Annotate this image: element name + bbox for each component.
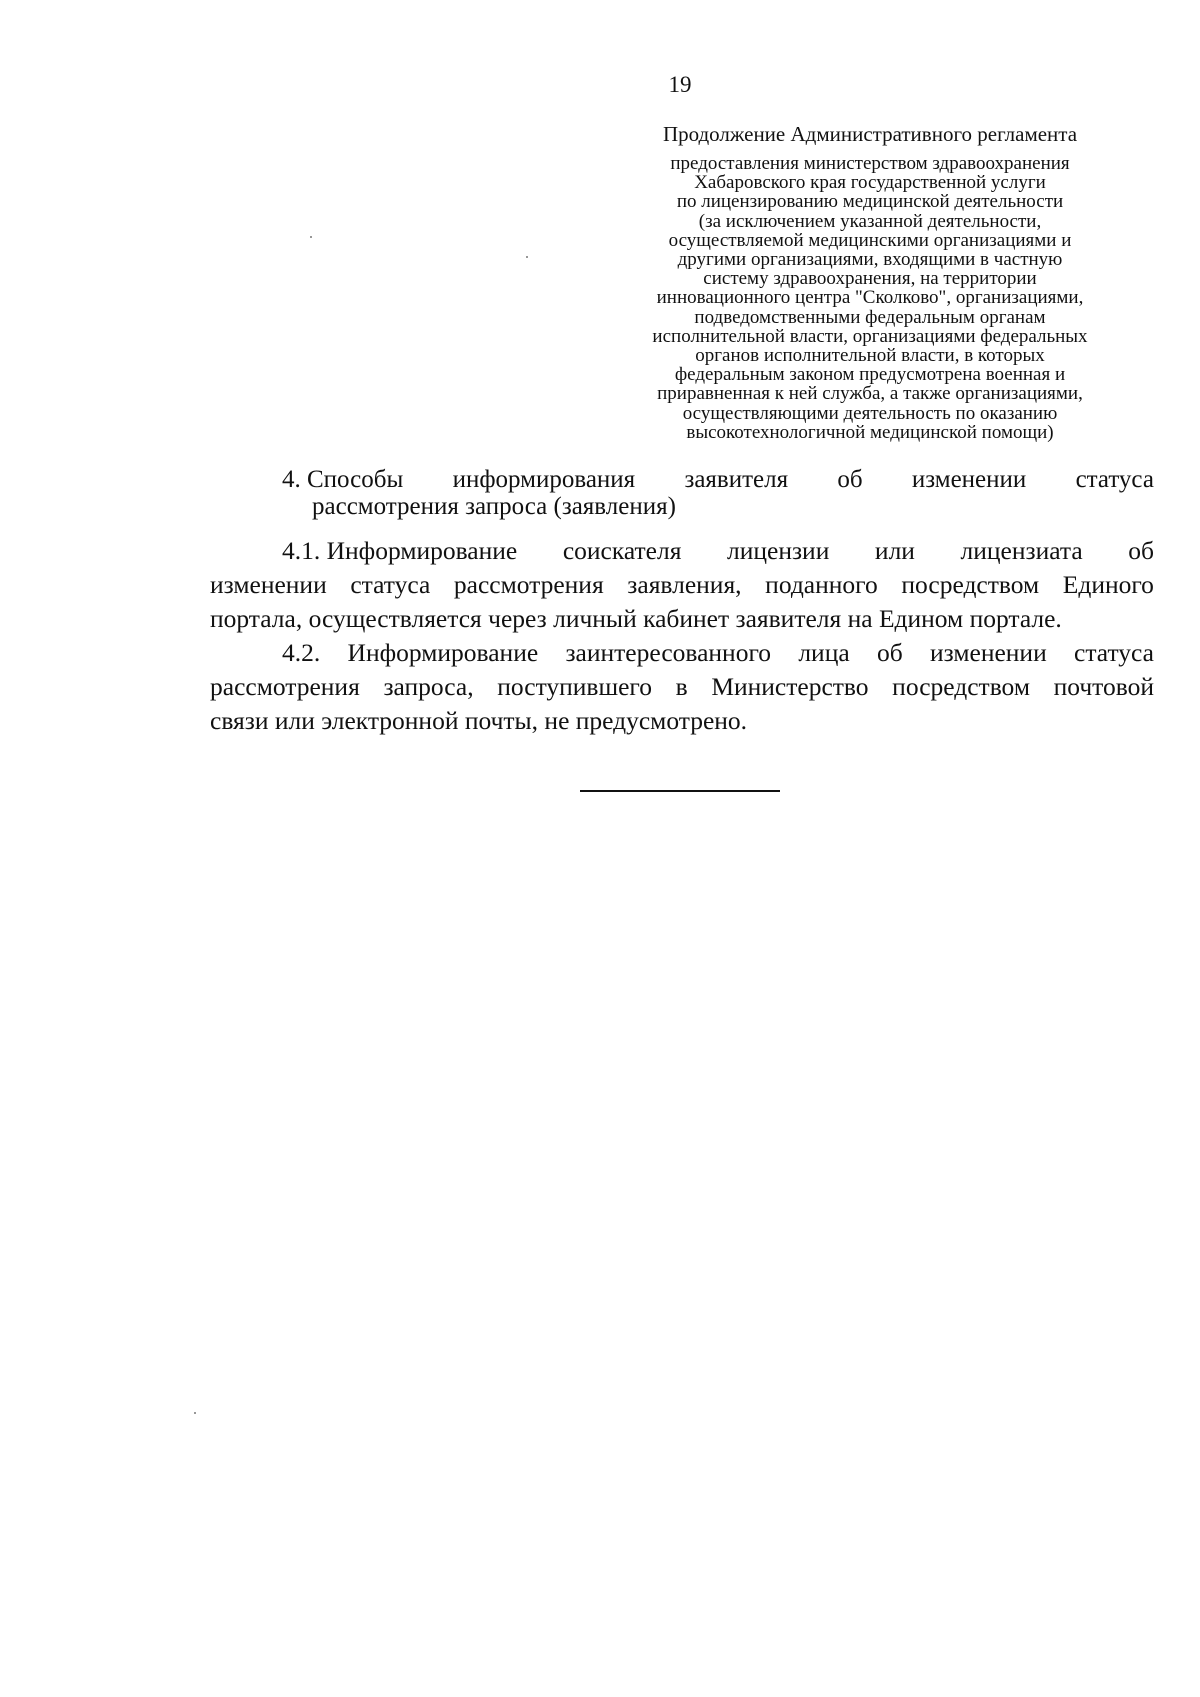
header-line: Хабаровского края государственной услуги [694,172,1046,194]
paragraph-word: лицензиата [960,536,1083,565]
scan-speck [526,256,528,258]
paragraph-line [210,534,1154,568]
section-heading-line [282,466,1154,493]
header-line: исполнительной власти, организациями федеральных [652,325,1088,347]
paragraph-word: изменении [930,638,1047,667]
body-text [210,534,1154,738]
paragraph-word: почтовой [1053,672,1154,701]
paragraph-4-1 [210,534,1154,636]
header-line: по лицензированию медицинской деятельности [676,191,1064,213]
paragraph-line [210,568,1154,602]
paragraph-word: в [675,672,688,701]
header-line: осуществляющими деятельность по оказанию [682,402,1058,424]
regulation-header [590,122,1150,442]
header-line: предоставления министерством здравоохранения [670,153,1070,174]
paragraph-word: Информирование [347,638,539,667]
heading-word: статуса [1075,466,1154,493]
paragraph-word: статуса [1074,638,1154,667]
paragraph-word: заявления, [627,570,742,599]
header-line: федеральным законом предусмотрена военная и [674,364,1066,386]
paragraph-word: 4.2. [282,638,321,667]
heading-word: изменении [911,466,1027,493]
paragraph-word: соискателя [562,536,682,565]
paragraph-word: 4.1. Информирование [282,536,518,565]
paragraph-word: лицензии [727,536,830,565]
paragraph-word: Министерство [711,672,869,701]
header-line: высокотехнологичной медицинской помощи) [686,421,1054,443]
paragraph-line [210,636,1154,670]
paragraph-word: запроса, [383,672,474,701]
scan-speck [310,236,312,238]
header-title: Продолжение Административного регламента [662,122,1078,146]
section-heading-line: рассмотрения запроса (заявления) [312,493,676,520]
header-line: инновационного центра "Сколково", организациями, [656,287,1084,309]
paragraph-word: заинтересованного [565,638,772,667]
section-heading [282,466,1154,520]
page-number: 19 [668,72,692,97]
paragraph-word: лица [798,638,850,667]
paragraph-line: портала, осуществляется через личный кабинет заявителя на Едином портале. [210,604,1062,633]
paragraph-word: об [876,638,903,667]
header-line: приравненная к ней служба, а также организациями, [657,383,1083,405]
paragraph-word: или [874,536,915,565]
paragraph-line [210,670,1154,704]
heading-word: информирования [452,466,636,493]
header-line: органов исполнительной власти, в которых [695,345,1045,367]
paragraph-word: статуса [350,570,431,599]
heading-word: 4. Способы [282,466,404,493]
paragraph-word: Единого [1062,570,1154,599]
scan-speck [194,1412,196,1414]
paragraph-word: посредством [901,570,1040,599]
heading-word: об [837,466,863,493]
header-line: (за исключением указанной деятельности, [698,210,1042,232]
paragraph-word: посредством [892,672,1030,701]
header-line: систему здравоохранения, на территории [703,268,1037,290]
paragraph-word: поданного [765,570,878,599]
paragraph-word: рассмотрения [453,570,604,599]
end-rule [580,790,780,792]
paragraph-word: об [1128,536,1154,565]
paragraph-word: поступившего [497,672,653,701]
paragraph-word: рассмотрения [210,672,360,701]
header-line: другими организациями, входящими в частную [677,249,1063,271]
paragraph-line: связи или электронной почты, не предусмотрено. [210,706,748,735]
header-line: подведомственными федеральным органам [694,306,1046,328]
paragraph-word: изменении [210,570,327,599]
paragraph-4-2 [210,636,1154,738]
heading-word: заявителя [684,466,789,493]
header-line: осуществляемой медицинскими организациями и [668,229,1072,251]
